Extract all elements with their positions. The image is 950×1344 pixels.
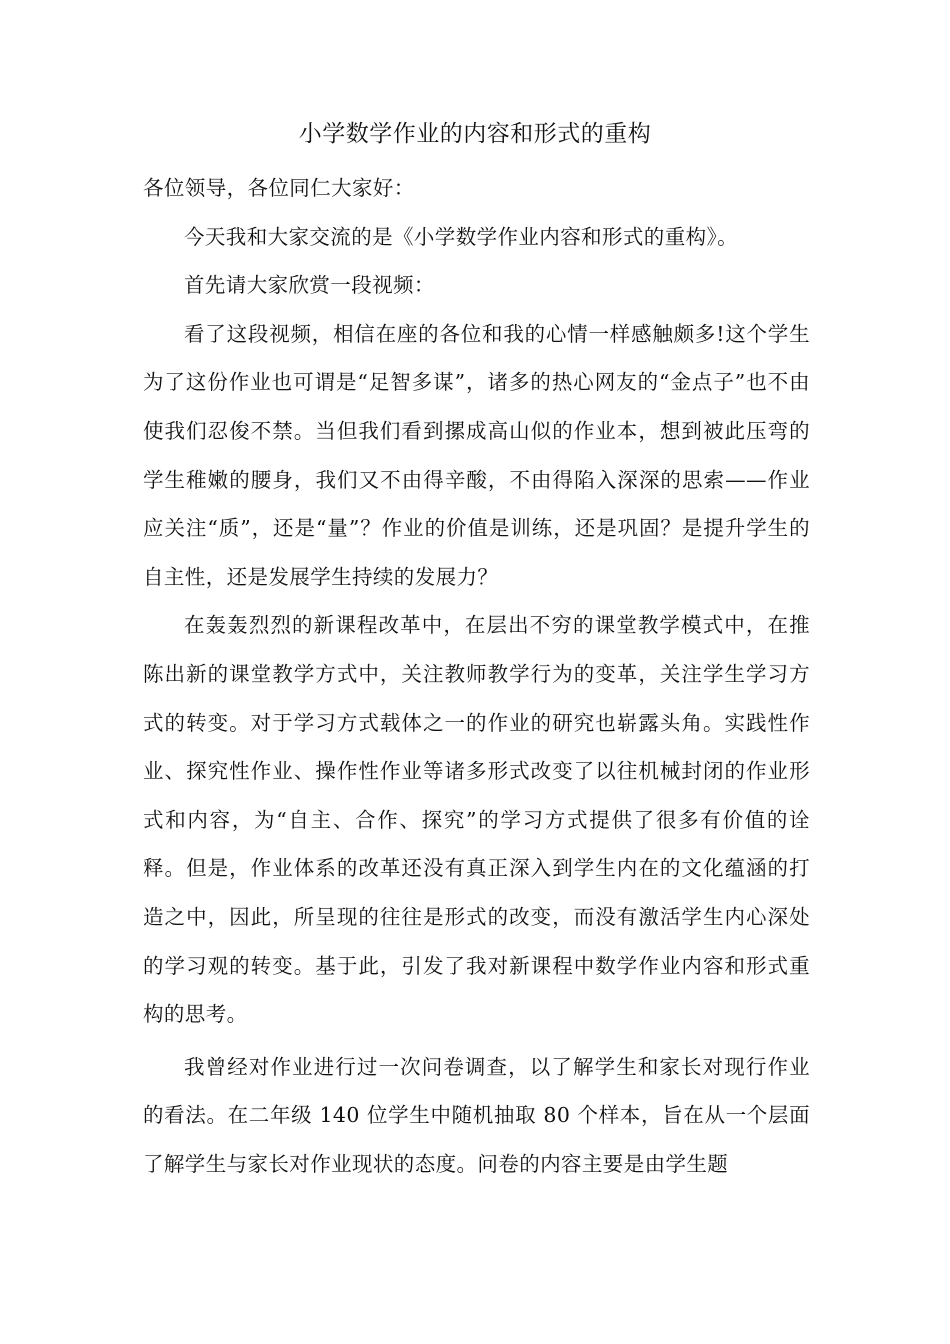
document-body <box>143 164 810 1188</box>
greeting-line: 各位领导，各位同仁大家好： <box>143 176 415 200</box>
document-title: 小学数学作业的内容和形式的重构 <box>298 121 652 147</box>
paragraph-intro: 今天我和大家交流的是《小学数学作业内容和形式的重构》。 <box>184 224 739 249</box>
paragraph-reflection: 看了这段视频，相信在座的各位和我的心情一样感触颇多!这个学生为了这份作业也可谓是“足智多谋”，诸多的热心网友的“金点子”也不由使我们忍俊不禁。当但我们看到摞成高山似的作业本，想到被此压弯的学生稚嫩的腰身，我们又不由得辛酸，不由得陷入深深的思索——作业应关注“质”，还是“量”？作业的价值是训练，还是巩固？是提升学生的自主性，还是发展学生持续的发展力？ <box>143 321 810 589</box>
paragraph-video: 首先请大家欣赏一段视频： <box>184 273 435 298</box>
paragraph-reform: 在轰轰烈烈的新课程改革中，在层出不穷的课堂教学模式中，在推陈出新的课堂教学方式中，关注教师教学行为的变革，关注学生学习方式的转变。对于学习方式载体之一的作业的研究也崭露头角。实践性作业、探究性作业、操作性作业等诸多形式改变了以往机械封闭的作业形式和内容，为“自主、合作、探究”的学习方式提供了很多有价值的诠释。但是，作业体系的改革还没有真正深入到学生内在的文化蕴涵的打造之中，因此，所呈现的往往是形式的改变，而没有激活学生内心深处的学习观的转变。基于此，引发了我对新课程中数学作业内容和形式重构的思考。 <box>143 613 810 1027</box>
paragraph-survey: 我曾经对作业进行过一次问卷调查，以了解学生和家长对现行作业的看法。在二年级 140 位学生中随机抽取 80 个样本，旨在从一个层面了解学生与家长对作业现状的态度。问卷的内容主要是由学生题 <box>143 1054 810 1176</box>
